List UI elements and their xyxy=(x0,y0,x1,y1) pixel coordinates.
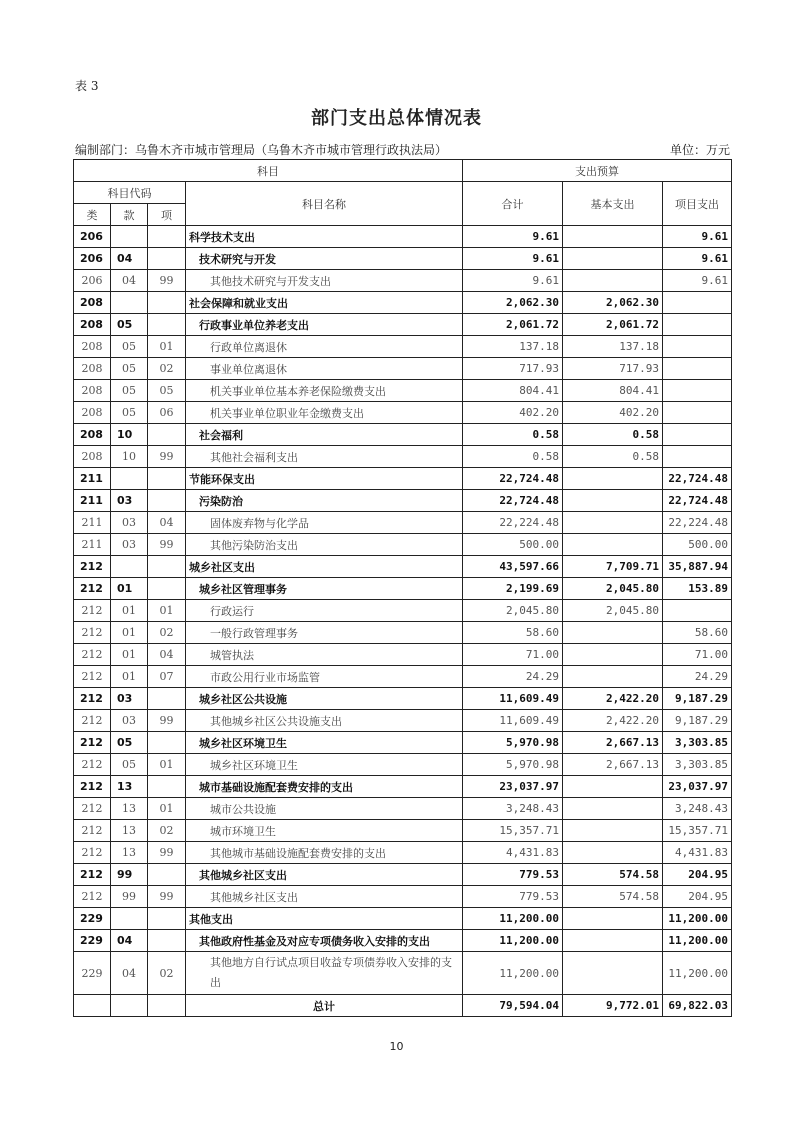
cell-total: 779.53 xyxy=(463,886,563,908)
cell-name: 其他城乡社区支出 xyxy=(186,886,463,908)
cell-lei: 206 xyxy=(74,270,111,292)
cell-kuan: 01 xyxy=(111,578,148,600)
cell-basic: 2,062.30 xyxy=(563,292,663,314)
cell-xiang: 99 xyxy=(148,534,186,556)
cell-basic: 574.58 xyxy=(563,864,663,886)
cell-name: 城乡社区支出 xyxy=(186,556,463,578)
cell-xiang: 99 xyxy=(148,886,186,908)
cell-kuan xyxy=(111,468,148,490)
table-row xyxy=(74,952,732,995)
table-row xyxy=(74,666,732,688)
cell-total: 43,597.66 xyxy=(463,556,563,578)
cell-lei: 206 xyxy=(74,248,111,270)
table-row xyxy=(74,248,732,270)
cell-name: 节能环保支出 xyxy=(186,468,463,490)
cell-project: 4,431.83 xyxy=(663,842,732,864)
cell-name: 技术研究与开发 xyxy=(186,248,463,270)
cell-name: 其他地方自行试点项目收益专项债券收入安排的支出 xyxy=(186,952,463,995)
cell-basic: 2,045.80 xyxy=(563,578,663,600)
cell-total: 15,357.71 xyxy=(463,820,563,842)
cell-name: 城市公共设施 xyxy=(186,798,463,820)
cell-basic: 2,667.13 xyxy=(563,732,663,754)
cell-xiang: 02 xyxy=(148,952,186,995)
cell-name: 城乡社区环境卫生 xyxy=(186,754,463,776)
cell-basic xyxy=(563,952,663,995)
cell-kuan: 05 xyxy=(111,402,148,424)
cell-kuan: 03 xyxy=(111,710,148,732)
cell-project: 22,724.48 xyxy=(663,490,732,512)
cell-basic xyxy=(563,930,663,952)
cell-name: 城乡社区环境卫生 xyxy=(186,732,463,754)
cell-xiang xyxy=(148,490,186,512)
cell-name: 其他城乡社区支出 xyxy=(186,864,463,886)
cell-project: 22,724.48 xyxy=(663,468,732,490)
cell-total: 5,970.98 xyxy=(463,732,563,754)
cell-kuan xyxy=(111,556,148,578)
cell-project xyxy=(663,380,732,402)
cell-lei: 212 xyxy=(74,600,111,622)
cell-total: 22,224.48 xyxy=(463,512,563,534)
cell-xiang xyxy=(148,248,186,270)
header-name: 科目名称 xyxy=(186,182,463,226)
table-row xyxy=(74,336,732,358)
cell-basic: 2,422.20 xyxy=(563,688,663,710)
cell-name: 城乡社区管理事务 xyxy=(186,578,463,600)
cell-project xyxy=(663,402,732,424)
cell-kuan: 05 xyxy=(111,380,148,402)
cell-total: 5,970.98 xyxy=(463,754,563,776)
table-row xyxy=(74,776,732,798)
cell-total: 2,061.72 xyxy=(463,314,563,336)
cell-total: 717.93 xyxy=(463,358,563,380)
cell-lei: 229 xyxy=(74,952,111,995)
cell-total: 11,609.49 xyxy=(463,688,563,710)
cell-xiang xyxy=(148,908,186,930)
header-xiang: 项 xyxy=(148,204,186,226)
cell-lei xyxy=(74,995,111,1017)
cell-kuan: 13 xyxy=(111,842,148,864)
cell-project: 23,037.97 xyxy=(663,776,732,798)
table-row xyxy=(74,600,732,622)
cell-xiang: 01 xyxy=(148,754,186,776)
cell-basic: 2,667.13 xyxy=(563,754,663,776)
cell-basic xyxy=(563,842,663,864)
cell-lei: 212 xyxy=(74,644,111,666)
table-row xyxy=(74,358,732,380)
table-row xyxy=(74,380,732,402)
table-row xyxy=(74,226,732,248)
compiling-department: 编制部门：乌鲁木齐市城市管理局（乌鲁木齐市城市管理行政执法局） xyxy=(75,143,448,157)
cell-basic: 402.20 xyxy=(563,402,663,424)
cell-xiang xyxy=(148,776,186,798)
cell-lei: 208 xyxy=(74,358,111,380)
cell-kuan xyxy=(111,995,148,1017)
cell-xiang xyxy=(148,468,186,490)
cell-xiang xyxy=(148,314,186,336)
page-number: 10 xyxy=(389,1040,404,1053)
table-row xyxy=(74,578,732,600)
cell-name: 城市环境卫生 xyxy=(186,820,463,842)
cell-lei: 208 xyxy=(74,424,111,446)
cell-lei: 208 xyxy=(74,380,111,402)
cell-xiang xyxy=(148,226,186,248)
cell-basic xyxy=(563,270,663,292)
cell-total: 58.60 xyxy=(463,622,563,644)
cell-xiang xyxy=(148,688,186,710)
cell-xiang: 01 xyxy=(148,600,186,622)
cell-name: 其他社会福利支出 xyxy=(186,446,463,468)
cell-project: 9.61 xyxy=(663,248,732,270)
cell-total: 500.00 xyxy=(463,534,563,556)
cell-kuan: 13 xyxy=(111,776,148,798)
cell-kuan: 04 xyxy=(111,952,148,995)
cell-lei: 208 xyxy=(74,402,111,424)
table-row xyxy=(74,622,732,644)
cell-xiang: 99 xyxy=(148,842,186,864)
cell-kuan: 01 xyxy=(111,644,148,666)
cell-kuan: 01 xyxy=(111,666,148,688)
cell-name: 社会保障和就业支出 xyxy=(186,292,463,314)
cell-xiang: 04 xyxy=(148,644,186,666)
cell-project xyxy=(663,424,732,446)
header-code: 科目代码 xyxy=(74,182,186,204)
cell-total: 22,724.48 xyxy=(463,468,563,490)
cell-xiang xyxy=(148,864,186,886)
cell-project: 9,187.29 xyxy=(663,688,732,710)
header-basic: 基本支出 xyxy=(563,182,663,226)
grand-basic: 9,772.01 xyxy=(563,995,663,1017)
cell-xiang xyxy=(148,556,186,578)
table-row xyxy=(74,644,732,666)
cell-total: 3,248.43 xyxy=(463,798,563,820)
total-row xyxy=(74,995,732,1017)
header-budget: 支出预算 xyxy=(463,160,732,182)
cell-lei: 208 xyxy=(74,446,111,468)
cell-project: 3,248.43 xyxy=(663,798,732,820)
header-kuan: 款 xyxy=(111,204,148,226)
cell-project: 11,200.00 xyxy=(663,952,732,995)
cell-total: 71.00 xyxy=(463,644,563,666)
cell-name: 城管执法 xyxy=(186,644,463,666)
header-project: 项目支出 xyxy=(663,182,732,226)
cell-project: 204.95 xyxy=(663,886,732,908)
cell-xiang: 01 xyxy=(148,336,186,358)
cell-name: 城市基础设施配套费安排的支出 xyxy=(186,776,463,798)
table-row xyxy=(74,512,732,534)
cell-total: 2,062.30 xyxy=(463,292,563,314)
table-row xyxy=(74,886,732,908)
cell-project: 71.00 xyxy=(663,644,732,666)
cell-kuan xyxy=(111,226,148,248)
cell-name: 市政公用行业市场监管 xyxy=(186,666,463,688)
cell-name: 机关事业单位基本养老保险缴费支出 xyxy=(186,380,463,402)
cell-kuan: 05 xyxy=(111,358,148,380)
table-row xyxy=(74,754,732,776)
cell-xiang: 02 xyxy=(148,820,186,842)
table-row xyxy=(74,688,732,710)
cell-lei: 212 xyxy=(74,820,111,842)
cell-kuan: 05 xyxy=(111,314,148,336)
header-subject: 科目 xyxy=(74,160,463,182)
cell-total: 23,037.97 xyxy=(463,776,563,798)
cell-total: 2,045.80 xyxy=(463,600,563,622)
cell-name: 行政运行 xyxy=(186,600,463,622)
cell-project xyxy=(663,446,732,468)
cell-total: 804.41 xyxy=(463,380,563,402)
cell-total: 11,609.49 xyxy=(463,710,563,732)
cell-project xyxy=(663,336,732,358)
cell-lei: 212 xyxy=(74,864,111,886)
cell-lei: 212 xyxy=(74,886,111,908)
table-row xyxy=(74,424,732,446)
cell-project: 9.61 xyxy=(663,226,732,248)
cell-name: 机关事业单位职业年金缴费支出 xyxy=(186,402,463,424)
cell-project: 24.29 xyxy=(663,666,732,688)
cell-total: 11,200.00 xyxy=(463,952,563,995)
cell-name: 其他技术研究与开发支出 xyxy=(186,270,463,292)
cell-lei: 212 xyxy=(74,556,111,578)
cell-lei: 212 xyxy=(74,666,111,688)
table-row xyxy=(74,534,732,556)
cell-basic xyxy=(563,512,663,534)
cell-project: 11,200.00 xyxy=(663,908,732,930)
cell-total: 11,200.00 xyxy=(463,908,563,930)
cell-total: 0.58 xyxy=(463,424,563,446)
cell-xiang: 99 xyxy=(148,270,186,292)
cell-project: 11,200.00 xyxy=(663,930,732,952)
cell-total: 11,200.00 xyxy=(463,930,563,952)
cell-basic: 2,422.20 xyxy=(563,710,663,732)
cell-total: 137.18 xyxy=(463,336,563,358)
cell-total: 9.61 xyxy=(463,270,563,292)
cell-lei: 212 xyxy=(74,798,111,820)
cell-kuan: 99 xyxy=(111,886,148,908)
cell-basic: 717.93 xyxy=(563,358,663,380)
table-row xyxy=(74,556,732,578)
cell-kuan: 03 xyxy=(111,688,148,710)
cell-kuan: 10 xyxy=(111,424,148,446)
grand-project: 69,822.03 xyxy=(663,995,732,1017)
table-number: 表 3 xyxy=(75,79,99,93)
cell-total: 24.29 xyxy=(463,666,563,688)
grand-total: 79,594.04 xyxy=(463,995,563,1017)
cell-name: 一般行政管理事务 xyxy=(186,622,463,644)
cell-xiang: 07 xyxy=(148,666,186,688)
table-row xyxy=(74,930,732,952)
cell-project: 22,224.48 xyxy=(663,512,732,534)
cell-basic: 2,061.72 xyxy=(563,314,663,336)
cell-kuan: 03 xyxy=(111,490,148,512)
cell-basic xyxy=(563,490,663,512)
cell-kuan xyxy=(111,908,148,930)
cell-basic: 7,709.71 xyxy=(563,556,663,578)
cell-xiang xyxy=(148,930,186,952)
cell-lei: 212 xyxy=(74,710,111,732)
cell-project: 9.61 xyxy=(663,270,732,292)
cell-lei: 211 xyxy=(74,534,111,556)
cell-basic xyxy=(563,776,663,798)
cell-kuan: 03 xyxy=(111,512,148,534)
cell-lei: 211 xyxy=(74,490,111,512)
cell-lei: 211 xyxy=(74,468,111,490)
cell-kuan: 04 xyxy=(111,270,148,292)
cell-project xyxy=(663,600,732,622)
cell-kuan: 13 xyxy=(111,798,148,820)
page-title: 部门支出总体情况表 xyxy=(311,108,482,129)
cell-basic xyxy=(563,908,663,930)
cell-lei: 212 xyxy=(74,688,111,710)
cell-kuan: 05 xyxy=(111,732,148,754)
header-total: 合计 xyxy=(463,182,563,226)
expenditure-table xyxy=(73,159,732,1017)
cell-lei: 229 xyxy=(74,930,111,952)
cell-lei: 212 xyxy=(74,578,111,600)
cell-kuan: 99 xyxy=(111,864,148,886)
cell-xiang: 01 xyxy=(148,798,186,820)
cell-total: 779.53 xyxy=(463,864,563,886)
cell-name: 行政单位离退休 xyxy=(186,336,463,358)
header-lei: 类 xyxy=(74,204,111,226)
cell-xiang xyxy=(148,732,186,754)
cell-xiang xyxy=(148,578,186,600)
cell-name: 其他城市基础设施配套费安排的支出 xyxy=(186,842,463,864)
cell-lei: 212 xyxy=(74,776,111,798)
cell-kuan: 13 xyxy=(111,820,148,842)
cell-kuan: 01 xyxy=(111,622,148,644)
cell-basic: 574.58 xyxy=(563,886,663,908)
table-row xyxy=(74,446,732,468)
table-row xyxy=(74,820,732,842)
cell-xiang: 99 xyxy=(148,446,186,468)
cell-name: 其他政府性基金及对应专项债务收入安排的支出 xyxy=(186,930,463,952)
cell-lei: 208 xyxy=(74,292,111,314)
table-row xyxy=(74,292,732,314)
cell-total: 9.61 xyxy=(463,226,563,248)
table-row xyxy=(74,864,732,886)
cell-basic xyxy=(563,248,663,270)
cell-basic xyxy=(563,666,663,688)
cell-name: 社会福利 xyxy=(186,424,463,446)
cell-xiang xyxy=(148,995,186,1017)
cell-project xyxy=(663,314,732,336)
cell-total: 22,724.48 xyxy=(463,490,563,512)
cell-name: 行政事业单位养老支出 xyxy=(186,314,463,336)
cell-kuan: 03 xyxy=(111,534,148,556)
cell-project: 153.89 xyxy=(663,578,732,600)
cell-basic xyxy=(563,798,663,820)
cell-kuan: 05 xyxy=(111,336,148,358)
cell-total: 4,431.83 xyxy=(463,842,563,864)
cell-basic xyxy=(563,226,663,248)
cell-kuan: 04 xyxy=(111,248,148,270)
cell-basic: 2,045.80 xyxy=(563,600,663,622)
cell-project: 35,887.94 xyxy=(663,556,732,578)
cell-name: 污染防治 xyxy=(186,490,463,512)
cell-project: 3,303.85 xyxy=(663,754,732,776)
cell-project xyxy=(663,292,732,314)
table-row xyxy=(74,490,732,512)
cell-name: 其他城乡社区公共设施支出 xyxy=(186,710,463,732)
cell-lei: 206 xyxy=(74,226,111,248)
cell-lei: 212 xyxy=(74,732,111,754)
cell-total: 9.61 xyxy=(463,248,563,270)
cell-xiang: 05 xyxy=(148,380,186,402)
table-row xyxy=(74,732,732,754)
cell-total: 402.20 xyxy=(463,402,563,424)
total-label: 总计 xyxy=(186,995,463,1017)
cell-lei: 211 xyxy=(74,512,111,534)
unit-label: 单位：万元 xyxy=(669,143,730,157)
cell-project xyxy=(663,358,732,380)
cell-kuan: 01 xyxy=(111,600,148,622)
cell-name: 科学技术支出 xyxy=(186,226,463,248)
cell-kuan: 04 xyxy=(111,930,148,952)
cell-project: 500.00 xyxy=(663,534,732,556)
cell-basic: 137.18 xyxy=(563,336,663,358)
cell-basic xyxy=(563,468,663,490)
cell-total: 2,199.69 xyxy=(463,578,563,600)
table-row xyxy=(74,314,732,336)
cell-kuan: 05 xyxy=(111,754,148,776)
table-row xyxy=(74,710,732,732)
cell-xiang: 02 xyxy=(148,358,186,380)
cell-project: 204.95 xyxy=(663,864,732,886)
cell-basic xyxy=(563,820,663,842)
cell-xiang: 04 xyxy=(148,512,186,534)
cell-basic: 804.41 xyxy=(563,380,663,402)
cell-xiang: 02 xyxy=(148,622,186,644)
cell-basic: 0.58 xyxy=(563,424,663,446)
cell-name: 其他支出 xyxy=(186,908,463,930)
cell-total: 0.58 xyxy=(463,446,563,468)
table-row xyxy=(74,402,732,424)
cell-lei: 212 xyxy=(74,754,111,776)
cell-project: 9,187.29 xyxy=(663,710,732,732)
cell-xiang xyxy=(148,424,186,446)
cell-project: 58.60 xyxy=(663,622,732,644)
table-row xyxy=(74,908,732,930)
cell-basic xyxy=(563,534,663,556)
cell-lei: 208 xyxy=(74,336,111,358)
cell-kuan xyxy=(111,292,148,314)
cell-lei: 212 xyxy=(74,622,111,644)
cell-name: 城乡社区公共设施 xyxy=(186,688,463,710)
cell-xiang: 06 xyxy=(148,402,186,424)
table-row xyxy=(74,798,732,820)
cell-project: 15,357.71 xyxy=(663,820,732,842)
table-row xyxy=(74,270,732,292)
cell-name: 固体废弃物与化学品 xyxy=(186,512,463,534)
cell-kuan: 10 xyxy=(111,446,148,468)
cell-lei: 212 xyxy=(74,842,111,864)
cell-basic xyxy=(563,622,663,644)
cell-name: 事业单位离退休 xyxy=(186,358,463,380)
table-row xyxy=(74,842,732,864)
cell-lei: 229 xyxy=(74,908,111,930)
cell-lei: 208 xyxy=(74,314,111,336)
cell-basic xyxy=(563,644,663,666)
cell-xiang: 99 xyxy=(148,710,186,732)
table-row xyxy=(74,468,732,490)
cell-xiang xyxy=(148,292,186,314)
cell-name: 其他污染防治支出 xyxy=(186,534,463,556)
cell-basic: 0.58 xyxy=(563,446,663,468)
cell-project: 3,303.85 xyxy=(663,732,732,754)
